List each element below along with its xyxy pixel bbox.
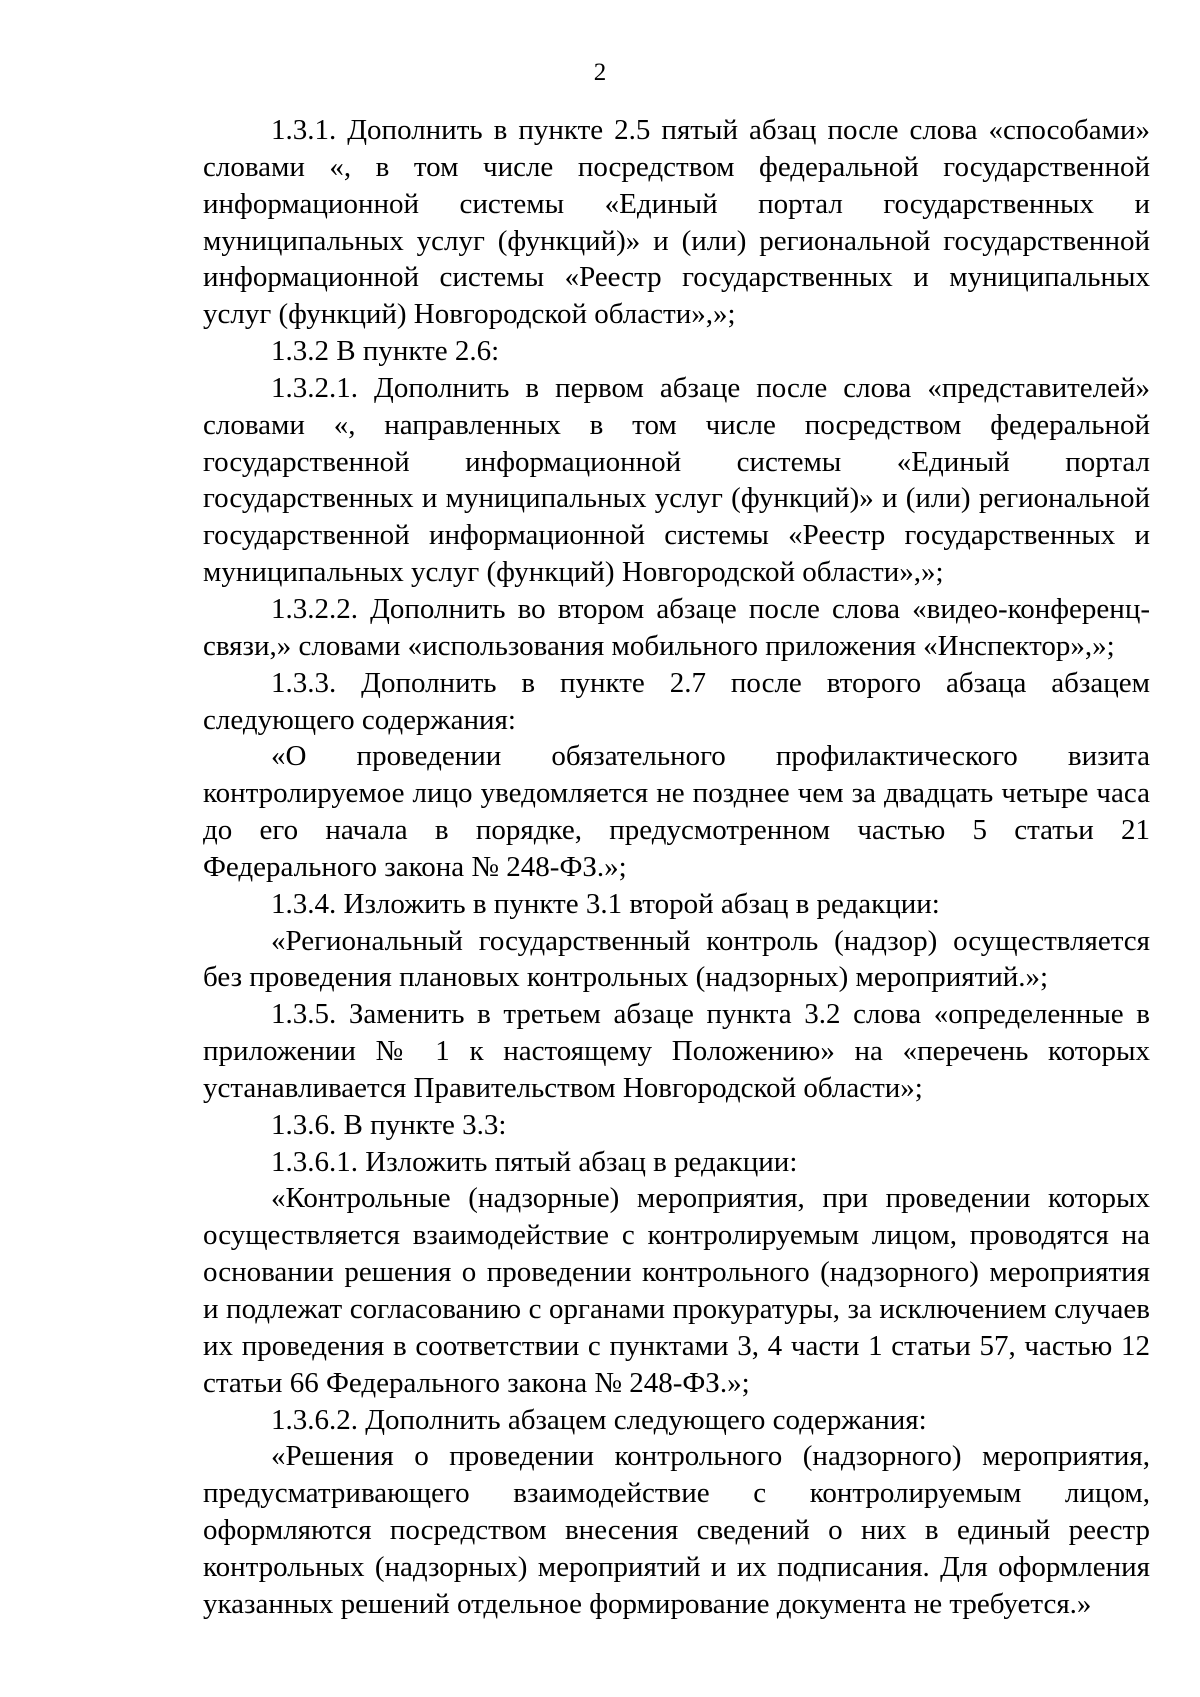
paragraph-1-3-6-1: 1.3.6.1. Изложить пятый абзац в редакции:: [271, 1145, 798, 1178]
paragraph-1-3-2: 1.3.2 В пункте 2.6:: [271, 335, 500, 368]
paragraph-1-3-2-1: 1.3.2.1. Дополнить в первом абзаце после слова «представителей» словами «, направленных в том числе посредством федеральной государственной информационной системы «Единый портал государственных и муниципальных услуг (функций)» и (или) региональной государственной информационной системы «Реестр государственных и муниципальных услуг (функций) Новгородской области»,»;: [203, 371, 1150, 589]
paragraph-1-3-5: 1.3.5. Заменить в третьем абзаце пункта 3.2 слова «определенные в приложении № 1 к настоящему Положению» на «перечень которых устанавливается Правительством Новгородской области»;: [203, 998, 1150, 1104]
paragraph-1-3-3: 1.3.3. Дополнить в пункте 2.7 после второго абзаца абзацем следующего содержания:: [203, 666, 1150, 736]
quote-paragraph-1-3-4: «Региональный государственный контроль (надзор) осуществляется без проведения плановых контрольных (надзорных) мероприятий.»;: [203, 924, 1150, 994]
paragraph-1-3-6-2: 1.3.6.2. Дополнить абзацем следующего содержания:: [271, 1403, 927, 1436]
quote-paragraph-1-3-3: «О проведении обязательного профилактического визита контролируемое лицо уведомляется не позднее чем за двадцать четыре часа до его начала в порядке, предусмотренном частью 5 статьи 21 Федерального закона № 248-ФЗ.»;: [203, 740, 1150, 883]
quote-paragraph-1-3-6-2: «Решения о проведении контрольного (надзорного) мероприятия, предусматривающего взаимодействие с контролируемым лицом, оформляются посредством внесения сведений о них в единый реестр контрольных (надзорных) мероприятий и их подписания. Для оформления указанных решений отдельное формирование документа не требуется.»: [203, 1440, 1150, 1620]
paragraph-1-3-6: 1.3.6. В пункте 3.3:: [271, 1108, 507, 1141]
quote-paragraph-1-3-6-1: «Контрольные (надзорные) мероприятия, при проведении которых осуществляется взаимодействие с контролируемым лицом, проводятся на основании решения о проведении контрольного (надзорного) мероприятия и подлежат согласованию с органами прокуратуры, за исключением случаев их проведения в соответствии с пунктами 3, 4 части 1 статьи 57, частью 12 статьи 66 Федерального закона № 248-ФЗ.»;: [203, 1182, 1150, 1399]
document-body: [203, 112, 1150, 1623]
paragraph-1-3-2-2: 1.3.2.2. Дополнить во втором абзаце после слова «видео-конференц-связи,» словами «использования мобильного приложения «Инспектор»,»;: [203, 592, 1150, 662]
paragraph-1-3-1: 1.3.1. Дополнить в пункте 2.5 пятый абзац после слова «способами» словами «, в том числе посредством федеральной государственной информационной системы «Единый портал государственных и муниципальных услуг (функций)» и (или) региональной государственной информационной системы «Реестр государственных и муниципальных услуг (функций) Новгородской области»,»;: [203, 114, 1150, 331]
paragraph-1-3-4: 1.3.4. Изложить в пункте 3.1 второй абзац в редакции:: [271, 887, 940, 920]
page-number: 2: [593, 59, 607, 86]
